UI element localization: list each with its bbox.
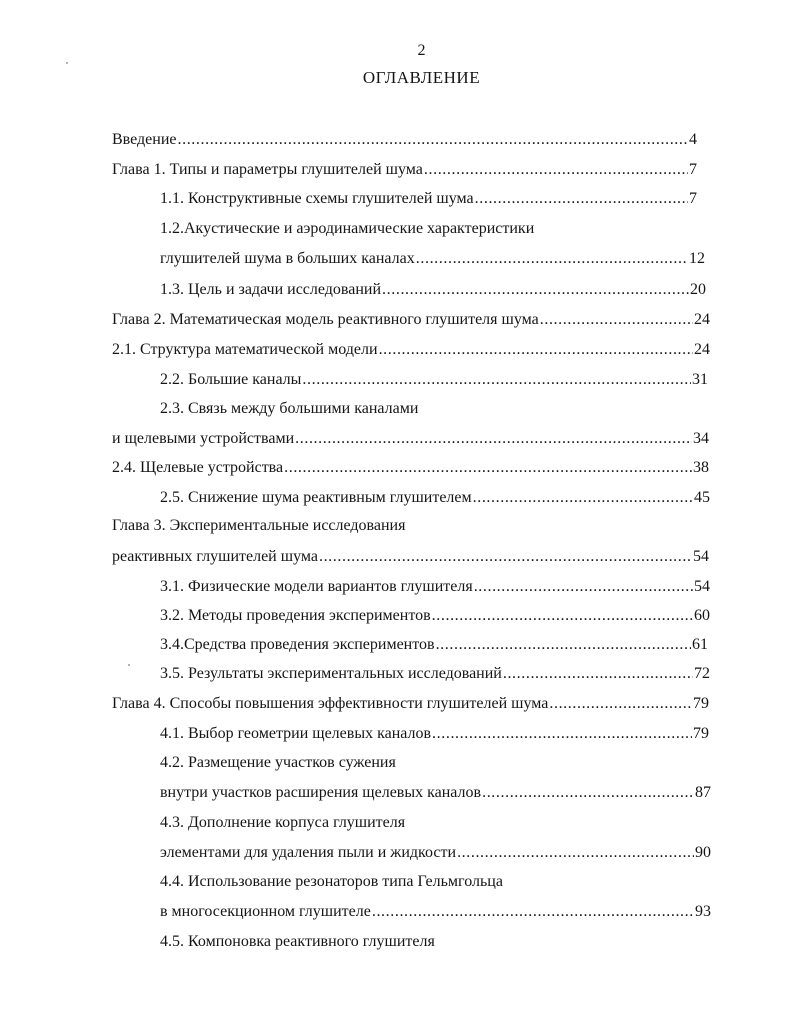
page-title: ОГЛАВЛЕНИЕ (362, 68, 481, 87)
toc-leader-dots (482, 783, 694, 803)
toc-leader-dots (295, 429, 692, 449)
toc-entry-page: 54 (693, 548, 709, 565)
toc-entry-title: реактивных глушителей шума (112, 548, 318, 565)
toc-entry (160, 189, 697, 209)
toc-entry-page: 54 (694, 578, 710, 595)
toc-entry-page: 31 (692, 371, 708, 388)
toc-entry-title: 1.2.Акустические и аэродинамические характеристики (160, 220, 535, 237)
toc-leader-dots (549, 694, 692, 714)
toc-entry-title: 4.4. Использование резонаторов типа Гельмгольца (160, 873, 503, 890)
toc-entry (112, 160, 697, 180)
toc-entry (112, 694, 709, 714)
toc-entry (112, 547, 709, 567)
toc-entry-title: элементами для удаления пыли и жидкости (160, 844, 457, 861)
toc-leader-dots (432, 724, 692, 744)
toc-leader-dots (416, 249, 688, 269)
toc-entry-page: 93 (695, 903, 711, 920)
page-number: 2 (417, 42, 426, 59)
toc-leader-dots (424, 160, 688, 180)
toc-entry-title: 4.3. Дополнение корпуса глушителя (160, 814, 406, 831)
toc-entry-page: 12 (689, 250, 705, 267)
toc-leader-dots (379, 340, 693, 360)
toc-entry-title: 1.1. Конструктивные схемы глушителей шума (160, 190, 474, 207)
toc-leader-dots (436, 635, 691, 655)
toc-entry-page: 34 (693, 430, 709, 447)
toc-leader-dots (382, 280, 689, 300)
toc-entry (112, 130, 697, 150)
toc-entry-page: 24 (694, 311, 710, 328)
toc-entry-title: 3.1. Физические модели вариантов глушителя (160, 578, 473, 595)
toc-leader-dots (473, 488, 693, 508)
toc-entry-page: 90 (695, 844, 711, 861)
toc-entry-page: 4 (689, 131, 697, 148)
toc-entry-title: в многосекционном глушителе (160, 903, 371, 920)
toc-entry-title: 3.2. Методы проведения экспериментов (160, 607, 431, 624)
toc-leader-dots (432, 606, 693, 626)
toc-entry (160, 902, 711, 922)
toc-entry (112, 340, 710, 360)
toc-entry (160, 577, 710, 597)
toc-leader-dots (372, 902, 694, 922)
toc-leader-dots (178, 130, 689, 150)
toc-entry-title: 2.1. Структура математической модели (112, 341, 378, 358)
toc-entry-title: 4.1. Выбор геометрии щелевых каналов (160, 725, 432, 742)
toc-entry (112, 310, 710, 330)
toc-entry (160, 783, 711, 803)
toc-entry-title: внутри участков расширения щелевых каналов (160, 784, 482, 801)
toc-entry-page: 61 (692, 636, 708, 653)
toc-entry (160, 843, 711, 863)
toc-entry (160, 606, 710, 626)
toc-entry-page: 7 (689, 190, 697, 207)
toc-entry-title: 2.4. Щелевые устройства (112, 459, 284, 476)
toc-entry-title: Глава 3. Экспериментальные исследования (112, 517, 406, 534)
toc-entry-page: 79 (693, 695, 709, 712)
toc-entry-page: 45 (694, 489, 710, 506)
toc-entry-title: Глава 1. Типы и параметры глушителей шума (112, 161, 423, 178)
toc-entry-title: 4.5. Компоновка реактивного глушителя (160, 933, 435, 950)
toc-entry-page: 60 (694, 607, 710, 624)
toc-entry-title: 3.5. Результаты экспериментальных исследований (160, 665, 502, 682)
toc-entry-title: 2.5. Снижение шума реактивным глушителем (160, 489, 472, 506)
toc-entry-title: 4.2. Размещение участков сужения (160, 754, 396, 771)
toc-entry-page: 72 (694, 665, 710, 682)
toc-entry-page: 38 (693, 459, 709, 476)
toc-leader-dots (540, 310, 693, 330)
toc-entry (160, 488, 710, 508)
toc-entry (160, 724, 709, 744)
toc-entry-title: 2.3. Связь между большими каналами (160, 400, 419, 417)
toc-leader-dots (475, 189, 688, 209)
toc-entry (160, 370, 708, 390)
toc-entry-title: 2.2. Большие каналы (160, 371, 302, 388)
toc-entry-title: Глава 2. Математическая модель реактивного глушителя шума (112, 311, 539, 328)
toc-entry-page: 24 (694, 341, 710, 358)
toc-entry-title: глушителей шума в больших каналах (160, 250, 415, 267)
toc-entry-title: 1.3. Цель и задачи исследований (160, 281, 382, 298)
toc-entry (160, 249, 705, 269)
toc-entry-page: 20 (690, 281, 706, 298)
toc-entry (112, 458, 709, 478)
toc-entry-title: 3.4.Средства проведения экспериментов (160, 636, 435, 653)
toc-entry-page: 79 (693, 725, 709, 742)
toc-entry-page: 87 (695, 784, 711, 801)
toc-entry-page: 7 (689, 161, 697, 178)
toc-leader-dots (503, 664, 693, 684)
toc-entry-title: Введение (112, 131, 177, 148)
toc-leader-dots (319, 547, 692, 567)
toc-entry (160, 635, 708, 655)
toc-leader-dots (284, 458, 692, 478)
toc-entry (112, 429, 709, 449)
toc-leader-dots (457, 843, 694, 863)
toc-entry (160, 664, 710, 684)
toc-entry-title: и щелевыми устройствами (112, 430, 295, 447)
toc-entry-title: Глава 4. Способы повышения эффективности глушителей шума (112, 695, 549, 712)
toc-leader-dots (474, 577, 693, 597)
toc-leader-dots (302, 370, 691, 390)
toc-entry (160, 280, 706, 300)
